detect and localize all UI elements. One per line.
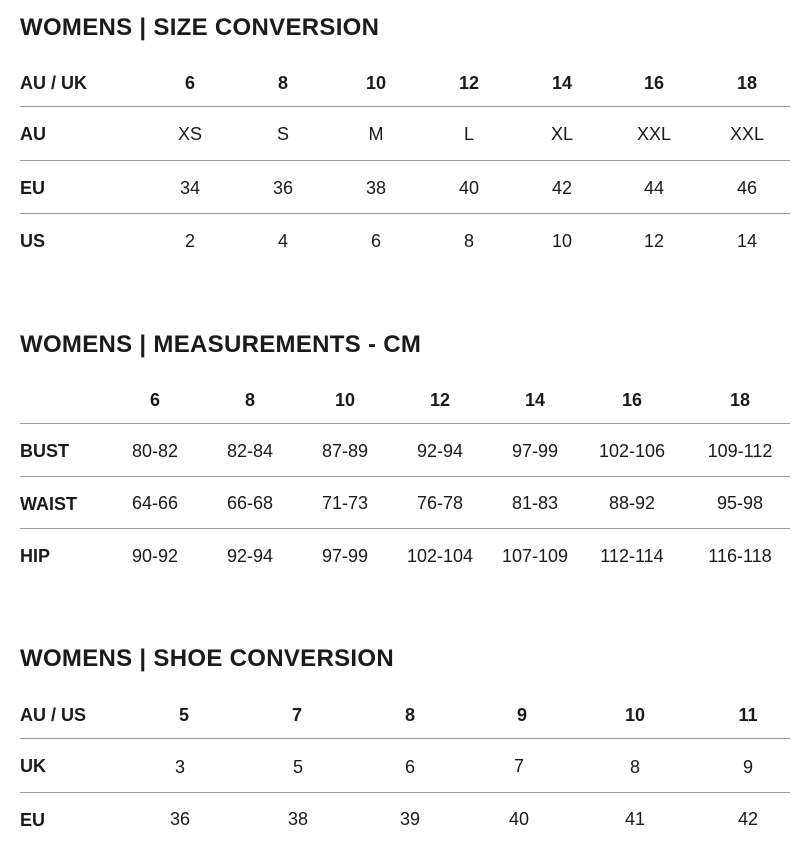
table-cell: 64-66 (131, 493, 179, 513)
size-conversion-title: WOMENS | SIZE CONVERSION (20, 14, 380, 41)
measurements-header-row (20, 385, 790, 415)
table-cell: XS (177, 124, 203, 144)
table-cell: 4 (277, 231, 289, 251)
row-label: EU (20, 810, 46, 830)
table-cell: 9 (742, 757, 754, 777)
table-cell: 82-84 (226, 441, 274, 461)
table-cell: 112-114 (600, 546, 664, 566)
table-cell: 3 (174, 757, 186, 777)
row-label: US (20, 231, 46, 251)
row-label: HIP (20, 546, 51, 566)
table-cell: 66-68 (226, 493, 274, 513)
shoe-conversion-title: WOMENS | SHOE CONVERSION (20, 645, 394, 672)
size-header-cell: 16 (643, 73, 665, 93)
size-header-cell: 10 (624, 705, 646, 725)
row-label: BUST (20, 441, 69, 461)
size-header-cell: 9 (516, 705, 528, 725)
table-row (20, 792, 790, 845)
table-row (20, 528, 790, 583)
table-cell: 8 (629, 757, 641, 777)
table-cell: 12 (643, 231, 665, 251)
table-cell: 88-92 (608, 493, 656, 513)
size-header-cell: 12 (429, 390, 451, 410)
table-cell: 10 (551, 231, 573, 251)
table-cell: 46 (736, 178, 758, 198)
size-conversion-header-label: AU / UK (20, 73, 87, 93)
size-header-cell: 6 (149, 390, 161, 410)
row-label: UK (20, 756, 46, 776)
table-cell: 34 (179, 178, 201, 198)
shoe-conversion-header-label: AU / US (20, 705, 87, 725)
size-conversion-header-row (20, 68, 790, 98)
table-row (20, 160, 790, 214)
table-row (20, 476, 790, 529)
table-cell: 102-106 (598, 441, 666, 461)
table-cell: 6 (404, 757, 416, 777)
size-header-cell: 6 (184, 73, 196, 93)
table-cell: 36 (169, 809, 191, 829)
table-cell: 87-89 (321, 441, 369, 461)
table-cell: 39 (399, 809, 421, 829)
table-cell: XL (550, 124, 574, 144)
table-cell: M (368, 124, 384, 144)
size-header-cell: 16 (621, 390, 643, 410)
table-cell: 36 (272, 178, 294, 198)
row-label: WAIST (20, 494, 77, 514)
table-cell: 102-104 (406, 546, 474, 566)
size-header-cell: 14 (524, 390, 546, 410)
table-cell: 97-99 (511, 441, 559, 461)
row-label: EU (20, 178, 46, 198)
table-cell: 40 (458, 178, 480, 198)
table-cell: 38 (287, 809, 309, 829)
table-cell: 97-99 (321, 546, 369, 566)
table-cell: L (463, 124, 475, 144)
size-header-cell: 5 (178, 705, 190, 725)
size-header-cell: 11 (738, 705, 758, 725)
table-cell: 7 (513, 756, 525, 776)
size-header-cell: 10 (365, 73, 387, 93)
size-header-cell: 12 (458, 73, 480, 93)
table-cell: 44 (643, 178, 665, 198)
table-cell: 5 (292, 757, 304, 777)
table-row (20, 106, 790, 161)
shoe-conversion-header-row (20, 700, 790, 730)
table-cell: 71-73 (321, 493, 369, 513)
measurements-title: WOMENS | MEASUREMENTS - CM (20, 331, 422, 358)
table-cell: 42 (737, 809, 759, 829)
size-header-cell: 18 (736, 73, 758, 93)
table-cell: 2 (184, 231, 196, 251)
table-cell: 116-118 (708, 546, 772, 566)
table-cell: 81-83 (511, 493, 559, 513)
table-row (20, 213, 790, 268)
table-cell: 41 (624, 809, 646, 829)
table-cell: 8 (463, 231, 475, 251)
table-cell: 107-109 (501, 546, 569, 566)
size-header-cell: 8 (244, 390, 256, 410)
table-cell: 80-82 (131, 441, 179, 461)
table-cell: 92-94 (226, 546, 274, 566)
size-header-cell: 7 (291, 705, 303, 725)
table-cell: 40 (508, 809, 530, 829)
table-cell: 38 (365, 178, 387, 198)
table-row (20, 738, 790, 793)
table-cell: XXL (636, 124, 672, 144)
table-cell: 14 (736, 231, 758, 251)
table-cell: 76-78 (416, 493, 464, 513)
table-cell: 109-112 (707, 441, 773, 461)
table-cell: 95-98 (716, 493, 764, 513)
table-cell: XXL (729, 124, 765, 144)
size-header-cell: 14 (551, 73, 573, 93)
table-cell: 6 (370, 231, 382, 251)
size-header-cell: 18 (729, 390, 751, 410)
table-cell: S (276, 124, 290, 144)
table-cell: 90-92 (131, 546, 179, 566)
table-cell: 42 (551, 178, 573, 198)
row-label: AU (20, 124, 46, 144)
table-row (20, 423, 790, 477)
size-header-cell: 8 (404, 705, 416, 725)
table-cell: 92-94 (416, 441, 464, 461)
size-header-cell: 8 (277, 73, 289, 93)
size-header-cell: 10 (334, 390, 356, 410)
